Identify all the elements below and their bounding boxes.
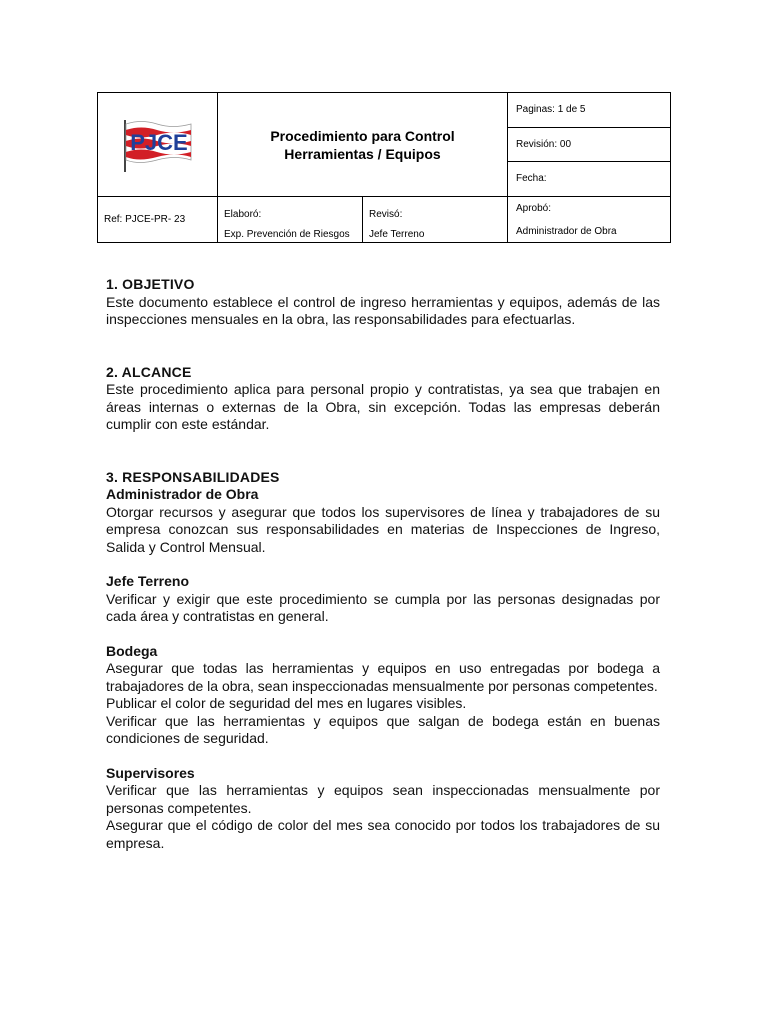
header-table: [97, 92, 671, 243]
admin-text: Otorgar recursos y asegurar que todos los supervisores de línea y trabajadores de su empresa conozcan sus responsabilidades en materias de Inspecciones de Ingreso, Salida y Control Mensual.: [106, 503, 660, 555]
section-responsabilidades-title: 3. RESPONSABILIDADES: [106, 468, 280, 485]
approved-by-label: Aprobó:: [516, 203, 552, 214]
jefe-text: Verificar y exigir que este procedimiento se cumpla por las personas designadas por cada área y contratistas en general.: [106, 590, 660, 624]
jefe-title: Jefe Terreno: [106, 573, 189, 589]
supervisores-title: Supervisores: [106, 764, 195, 781]
prepared-by-label: Elaboró:: [224, 209, 262, 220]
bodega-text-3: Verificar que las herramientas y equipos que salgan de bodega están en buenas condiciones de seguridad.: [106, 712, 660, 746]
section-alcance-title: 2. ALCANCE: [106, 363, 192, 380]
pages-field: Paginas: 1 de 5: [508, 93, 671, 128]
company-logo-icon: [121, 116, 195, 174]
title-line-1: Procedimiento para Control: [270, 127, 455, 144]
date-field: Fecha:: [508, 162, 671, 197]
section-objetivo-text: Este documento establece el control de ingreso herramientas y equipos, además de las inspecciones mensuales en la obra, las responsabilidades para efectuarlas.: [106, 293, 660, 327]
bodega-text-1: Asegurar que todas las herramientas y equipos en uso entregadas por bodega a trabajadores de la obra, sean inspeccionadas mensualmente por personas competentes.: [106, 660, 660, 694]
prepared-by-value: Exp. Prevención de Riesgos: [224, 229, 350, 240]
section-objetivo-title: 1. OBJETIVO: [106, 276, 195, 292]
admin-title: Administrador de Obra: [106, 486, 259, 502]
reviewed-by-label: Revisó:: [369, 209, 403, 220]
bodega-title: Bodega: [106, 642, 158, 659]
reviewed-by-value: Jefe Terreno: [369, 229, 425, 240]
reference-field: Ref: PJCE-PR- 23: [98, 197, 218, 243]
prepared-by-cell: [218, 197, 363, 243]
title-line-2: Herramientas / Equipos: [284, 145, 441, 162]
section-alcance-text: Este procedimiento aplica para personal propio y contratistas, ya sea que trabajen en áreas internas o externas de la Obra, sin excepción. Todas las empresas deberán cumplir con este estándar.: [106, 381, 660, 432]
document-title: [218, 93, 508, 197]
svg-text:PJCE: PJCE: [129, 129, 188, 155]
supervisores-text-2: Asegurar que el código de color del mes sea conocido por todos los trabajadores de su empresa.: [106, 817, 660, 851]
bodega-text-2: Publicar el color de seguridad del mes en lugares visibles.: [106, 695, 467, 711]
logo-cell: [98, 93, 218, 197]
approved-by-value: Administrador de Obra: [516, 226, 617, 237]
reviewed-by-cell: [363, 197, 508, 243]
document-body: [106, 276, 660, 852]
approved-by-cell: [508, 197, 671, 243]
supervisores-text-1: Verificar que las herramientas y equipos sean inspeccionadas mensualmente por personas competentes.: [106, 782, 660, 816]
revision-field: Revisión: 00: [508, 128, 671, 162]
